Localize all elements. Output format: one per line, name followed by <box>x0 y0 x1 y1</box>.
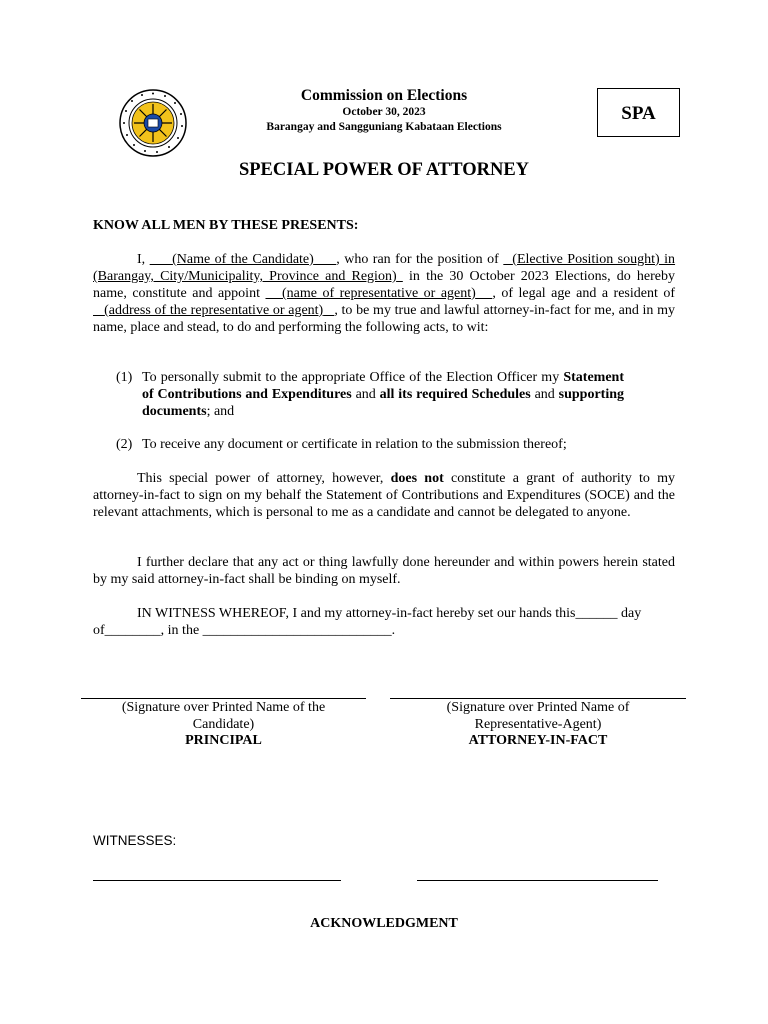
witness-signature-line[interactable] <box>417 880 658 881</box>
principal-role: PRINCIPAL <box>185 733 262 748</box>
list-item: (1) To personally submit to the appropriate Office of the Election Officer my Statement of Contributions and Expenditures and all its required Schedules and supporting documents; and <box>116 370 625 419</box>
day-blank[interactable]: ______ <box>575 606 618 621</box>
place-blank[interactable]: ___________________________ <box>202 623 392 638</box>
election-name: Barangay and Sangguniang Kabataan Elections <box>266 121 502 133</box>
does-not-emphasis: does not <box>390 471 444 486</box>
declaration-paragraph: I further declare that any act or thing lawfully done hereunder and within powers herein stated by my said attorney-in-fact shall be binding on myself. <box>93 555 675 587</box>
intro-heading: KNOW ALL MEN BY THESE PRESENTS: <box>93 218 359 233</box>
position-blank: (Elective Position sought) in (Barangay, City/Municipality, Province and Region) <box>93 252 676 284</box>
representative-address-blank: (address of the representative or agent) <box>104 303 324 318</box>
acknowledgment-heading: ACKNOWLEDGMENT <box>310 916 458 931</box>
text: , who ran for the position of <box>336 252 499 267</box>
agency-name: Commission on Elections <box>300 87 468 104</box>
comelec-seal-icon <box>118 88 188 158</box>
attorney-role: ATTORNEY-IN-FACT <box>468 733 608 748</box>
attorney-signature-caption: (Signature over Printed Name of Representative-Agent) <box>446 700 630 732</box>
limitation-paragraph: This special power of attorney, however, does not constitute a grant of authority to my attorney-in-fact to sign on my behalf the Statement of Contributions and Expenditures (SOCE) and the relevant attachments, which is personal to me as a candidate and cannot be delegated to anyone. <box>93 471 676 520</box>
text: in the 30 October 2023 Elections, do hereby name, constitute and appoint <box>93 269 676 301</box>
month-blank[interactable]: ________ <box>104 623 161 638</box>
representative-name-blank: (name of representative or agent) <box>282 286 476 301</box>
witness-whereof-paragraph: IN WITNESS WHEREOF, I and my attorney-in-fact hereby set our hands this______ day of________, in the ___________________________. <box>93 606 642 638</box>
form-code-box: SPA <box>597 88 680 137</box>
candidate-name-blank: (Name of the Candidate) <box>172 252 314 267</box>
witnesses-label: WITNESSES: <box>93 833 177 848</box>
appointment-paragraph <box>93 251 675 336</box>
list-item: (2) To receive any document or certificate in relation to the submission thereof; <box>116 437 567 452</box>
text: I, <box>137 252 146 267</box>
principal-signature-caption: (Signature over Printed Name of the Candidate) <box>121 700 326 732</box>
document-title: SPECIAL POWER OF ATTORNEY <box>238 160 530 180</box>
witness-signature-line[interactable] <box>93 880 341 881</box>
text: , to be my true and lawful attorney-in-fact for me, and in my name, place and stead, to do and performing the following acts, to wit: <box>93 303 676 335</box>
election-date: October 30, 2023 <box>342 106 426 118</box>
text: , of legal age and a resident of <box>492 286 676 301</box>
soce-term: Statement of Contributions and Expenditures <box>142 370 624 402</box>
